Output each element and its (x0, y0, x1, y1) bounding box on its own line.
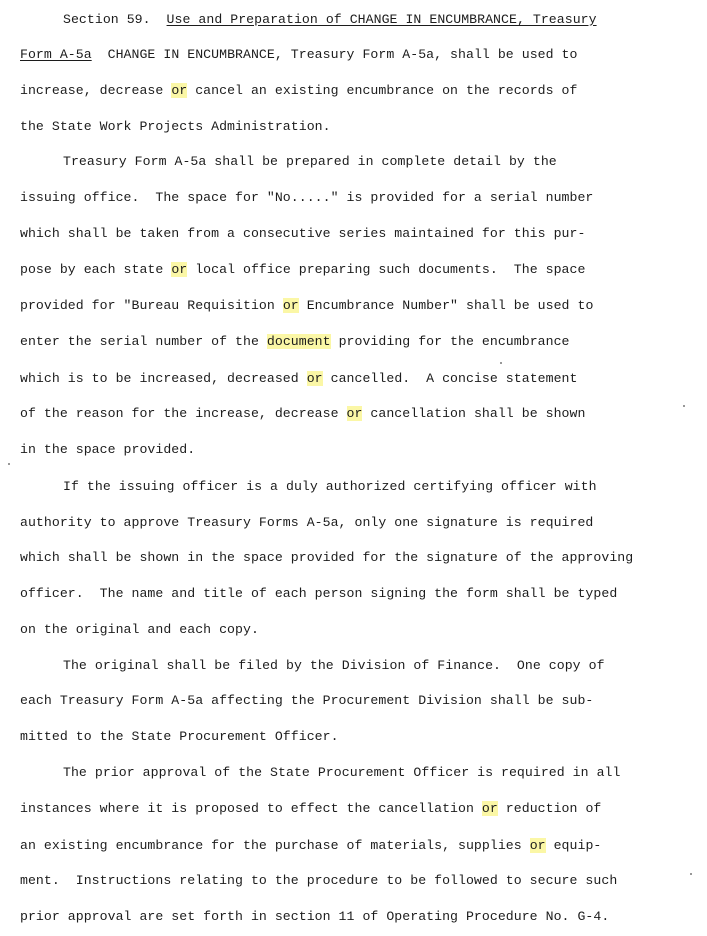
paragraph-2-line-4 (20, 261, 585, 279)
text-run: The prior approval of the State Procurement Officer is required in all (63, 765, 621, 780)
paragraph-2-line-3 (20, 225, 585, 243)
highlighted-term: or (282, 298, 299, 313)
paragraph-2-line-2 (20, 189, 593, 207)
text-run: reduction of (497, 801, 602, 816)
paragraph-4-line-1 (63, 657, 605, 675)
text-run: mitted to the State Procurement Officer. (20, 729, 339, 744)
paragraph-1-line-1 (20, 46, 577, 64)
text-run: an existing encumbrance for the purchase of materials, supplies (20, 838, 530, 853)
paragraph-2-line-6 (20, 333, 570, 351)
text-run: which shall be taken from a consecutive series maintained for this pur- (20, 226, 586, 241)
paragraph-5-line-5 (20, 908, 609, 926)
paragraph-2-line-5 (20, 297, 593, 315)
paragraph-3-line-4 (20, 585, 617, 603)
text-run: CHANGE IN ENCUMBRANCE, Treasury Form A-5a, shall be used to (91, 47, 578, 62)
paragraph-5-line-1 (63, 764, 620, 782)
text-run: Encumbrance Number" shall be used to (298, 298, 594, 313)
section-title-continued: Form A-5a (20, 47, 92, 62)
text-run: which shall be shown in the space provided for the signature of the approving (20, 550, 634, 565)
text-run: ment. Instructions relating to the procedure to be followed to secure such (20, 873, 618, 888)
text-run: The original shall be filed by the Division of Finance. One copy of (63, 658, 605, 673)
paragraph-1-line-2 (20, 82, 577, 100)
text-run: cancel an existing encumbrance on the records of (187, 83, 578, 98)
section-label: Section 59. (63, 12, 151, 27)
section-heading-line (63, 11, 597, 29)
paragraph-3-line-3 (20, 549, 633, 567)
highlighted-term: or (346, 406, 363, 421)
paragraph-5-line-3 (20, 837, 601, 855)
text-run: provided for "Bureau Requisition (20, 298, 283, 313)
text-run: authority to approve Treasury Forms A-5a, only one signature is required (20, 515, 594, 530)
highlighted-term: document (266, 334, 331, 349)
text-run: prior approval are set forth in section 11 of Operating Procedure No. G-4. (20, 909, 610, 924)
scan-speck (500, 362, 502, 364)
text-run: If the issuing officer is a duly authorized certifying officer with (63, 479, 597, 494)
paragraph-4-line-2 (20, 692, 593, 710)
text-run: cancelled. A concise statement (322, 371, 578, 386)
text-run: enter the serial number of the (20, 334, 267, 349)
highlighted-term: or (306, 371, 323, 386)
highlighted-term: or (529, 838, 546, 853)
text-run: cancellation shall be shown (362, 406, 586, 421)
text-run: in the space provided. (20, 442, 196, 457)
paragraph-2-line-9 (20, 441, 195, 459)
text-run: pose by each state (20, 262, 172, 277)
scan-speck (690, 873, 692, 875)
paragraph-5-line-2 (20, 800, 601, 818)
section-title: Use and Preparation of CHANGE IN ENCUMBRANCE, Treasury (166, 12, 597, 27)
text-run: of the reason for the increase, decrease (20, 406, 347, 421)
paragraph-5-line-4 (20, 872, 617, 890)
scan-speck (8, 463, 10, 465)
text-run: equip- (545, 838, 602, 853)
text-run: providing for the encumbrance (330, 334, 570, 349)
text-run: the State Work Projects Administration. (20, 119, 331, 134)
paragraph-3-line-1 (63, 478, 597, 496)
text-run: officer. The name and title of each person signing the form shall be typed (20, 586, 618, 601)
paragraph-4-line-3 (20, 728, 339, 746)
paragraph-3-line-2 (20, 514, 593, 532)
paragraph-2-line-7 (20, 370, 577, 388)
text-run: on the original and each copy. (20, 622, 259, 637)
paragraph-3-line-5 (20, 621, 259, 639)
text-run: which is to be increased, decreased (20, 371, 307, 386)
highlighted-term: or (171, 83, 188, 98)
text-run: increase, decrease (20, 83, 172, 98)
scan-speck (683, 405, 685, 407)
paragraph-2-line-8 (20, 405, 585, 423)
text-run: instances where it is proposed to effect the cancellation (20, 801, 482, 816)
highlighted-term: or (171, 262, 188, 277)
text-run: local office preparing such documents. The space (187, 262, 586, 277)
text-run: issuing office. The space for "No....." is provided for a serial number (20, 190, 594, 205)
paragraph-2-line-1 (63, 153, 557, 171)
highlighted-term: or (481, 801, 498, 816)
text-run: Treasury Form A-5a shall be prepared in complete detail by the (63, 154, 557, 169)
text-run: each Treasury Form A-5a affecting the Procurement Division shall be sub- (20, 693, 594, 708)
paragraph-1-line-3 (20, 118, 331, 136)
